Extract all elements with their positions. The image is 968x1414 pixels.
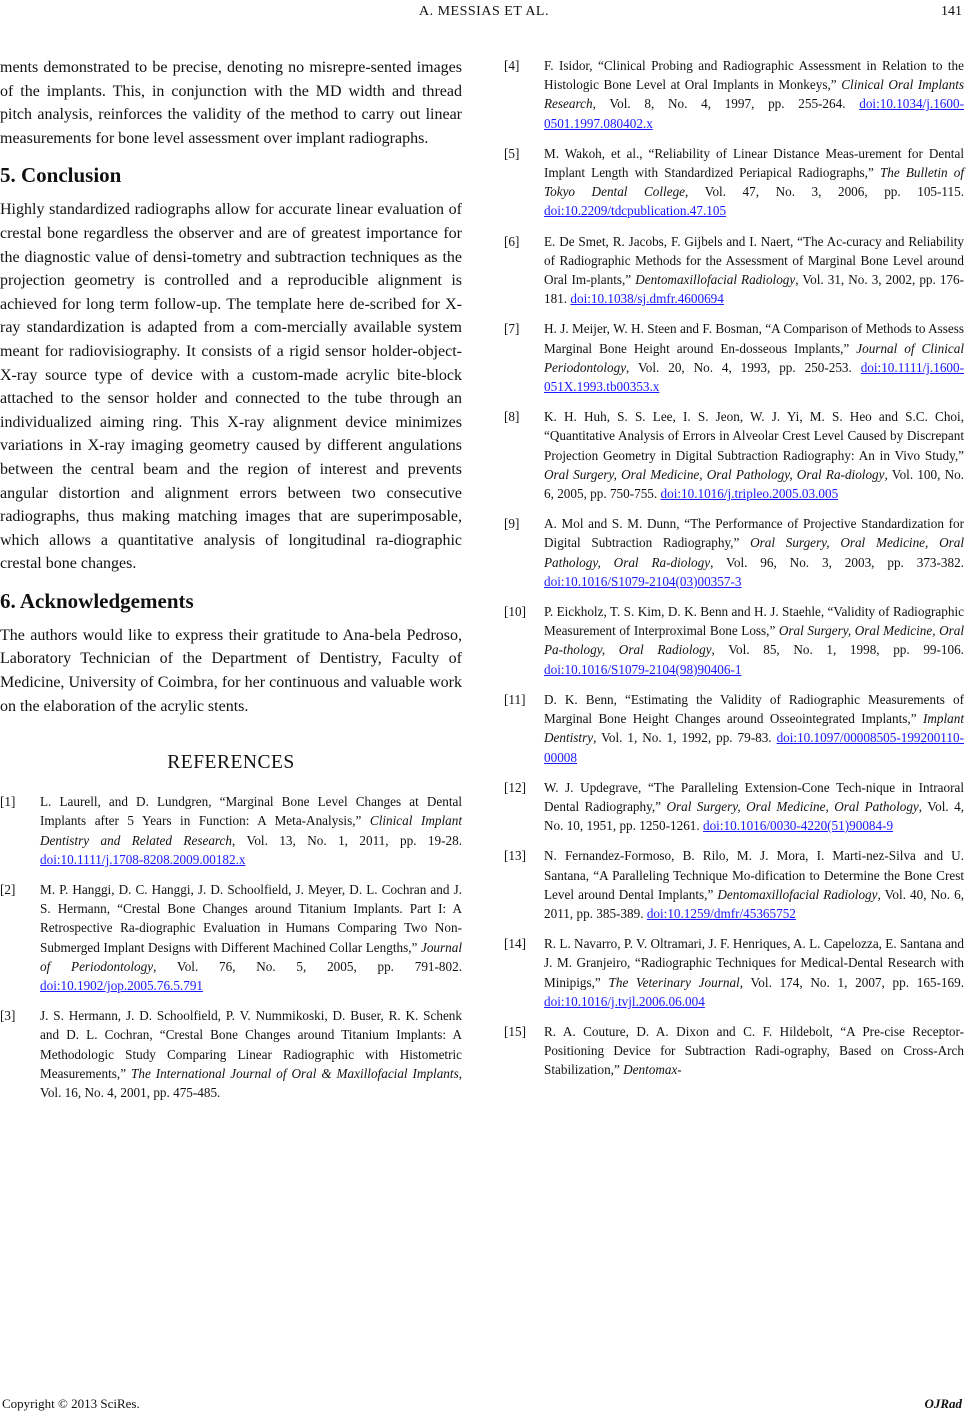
reference-number: [15] xyxy=(504,1023,526,1039)
reference-doi-link[interactable]: doi:10.1902/jop.2005.76.5.791 xyxy=(40,978,204,994)
reference-journal: The International Journal of Oral & Maxillofacial Implants xyxy=(131,1065,459,1081)
reference-entry xyxy=(504,602,964,679)
reference-entry xyxy=(504,144,964,221)
acknowledgements-paragraph: The authors would like to express their gratitude to Ana-bela Pedroso, Laboratory Technician of the Department of Dentistry, Faculty of Medicine, University of Coimbra, for her continuous and valuable work on the elaboration of the acrylic stents. xyxy=(0,626,462,715)
reference-text: R. L. Navarro, P. V. Oltramari, J. F. Henriques, A. L. Capelozza, E. Santana and J. M. Granjeiro, “Radiographic Techniques for Medical-Dental Research with Minipigs,” xyxy=(544,936,964,990)
reference-number: [3] xyxy=(0,1008,16,1024)
reference-entry xyxy=(0,792,462,869)
reference-number: [7] xyxy=(504,321,520,337)
reference-doi-link[interactable]: doi:10.1111/j.1600-051X.1993.tb00353.x xyxy=(544,359,964,395)
reference-entry xyxy=(504,514,964,591)
reference-entry xyxy=(504,56,964,133)
reference-number: [1] xyxy=(0,794,16,810)
reference-doi-link[interactable]: doi:10.1034/j.1600-0501.1997.080402.x xyxy=(544,96,964,131)
reference-text: A. Mol and S. M. Dunn, “The Performance of Projective Standardization for Digital Subtraction Radiography,” xyxy=(544,516,964,551)
reference-doi-link[interactable]: doi:10.1038/sj.dmfr.4600694 xyxy=(570,291,724,307)
reference-text: H. J. Meijer, W. H. Steen and F. Bosman, “A Comparison of Methods to Assess Marginal Bone Height around En-dosseous Implants,” xyxy=(544,321,964,356)
reference-details: , Vol. 4, No. 10, 1951, pp. 1250-1261. xyxy=(544,798,965,834)
reference-doi-link[interactable]: doi:10.1259/dmfr/45365752 xyxy=(646,905,796,921)
reference-text: N. Fernandez-Formoso, B. Rilo, M. J. Mora, I. Marti-nez-Silva and U. Santana, “A Paralleling Technique Mo-dification to Determine the Bone Crest Level around Dental Implants,” xyxy=(544,848,964,902)
reference-details: , Vol. 47, No. 3, 2006, pp. 105-115. xyxy=(685,184,964,200)
reference-text: K. H. Huh, S. S. Lee, I. S. Jeon, W. J. Yi, M. S. Heo and S.C. Choi, “Quantitative Analysis of Errors in Alveolar Crest Level Caused by Discrepant Projection Geometry in Digital Subtraction Radiography: An in Vivo Study,” xyxy=(544,409,964,463)
reference-text: J. S. Hermann, J. D. Schoolfield, P. V. Nummikoski, D. Buser, R. K. Schenk and D. L. Cochran, “Crestal Bone Changes around Titanium Implants: A Methodologic Study Comparing Linear Radiographic with Histometric Measurements,” xyxy=(40,1008,462,1081)
reference-entry xyxy=(504,778,964,836)
page-number: 141 xyxy=(941,4,962,19)
reference-text: F. Isidor, “Clinical Probing and Radiographic Assessment in Relation to the Histologic Bone Level at Oral Implants in Monkeys,” xyxy=(544,58,964,93)
reference-journal: Oral Surgery, Oral Medicine, Oral Pathology xyxy=(666,798,919,814)
reference-entry xyxy=(0,1006,462,1102)
reference-entry xyxy=(504,1022,964,1080)
references-list-right xyxy=(504,56,964,1080)
reference-journal: Oral Surgery, Oral Medicine, Oral Pathology, Oral Ra-diology xyxy=(544,535,964,570)
reference-details: , Vol. 31, No. 3, 2002, pp. 176-181. xyxy=(544,272,965,307)
reference-text: W. J. Updegrave, “The Paralleling Extension-Cone Tech-nique in Intraoral Dental Radiography,” xyxy=(544,779,964,814)
reference-doi-link[interactable]: doi:10.1111/j.1708-8208.2009.00182.x xyxy=(40,851,246,867)
reference-entry xyxy=(504,690,964,767)
journal-abbrev: OJRad xyxy=(924,1396,962,1411)
reference-doi-link[interactable]: doi:10.1016/S1079-2104(98)90406-1 xyxy=(544,661,742,677)
left-column xyxy=(0,56,462,1113)
reference-text: M. P. Hanggi, D. C. Hanggi, J. D. Schoolfield, J. Meyer, D. L. Cochran and J. S. Hermann, “Crestal Bone Changes around Titanium Implants. Part I: A Retrospective Ra-diographic Evaluation in Humans Comparing Two Non-Submerged Implant Designs with Different Machined Collar Lengths,” xyxy=(40,882,462,955)
reference-number: [10] xyxy=(504,604,526,620)
reference-journal: Dentomax- xyxy=(623,1062,682,1078)
reference-details: , Vol. 85, No. 1, 1998, pp. 99-106. xyxy=(711,642,964,658)
reference-journal: The Veterinary Journal xyxy=(608,974,740,990)
reference-number: [13] xyxy=(504,848,526,864)
reference-journal: Dentomaxillofacial Radiology xyxy=(717,886,878,902)
reference-journal: Journal of Clinical Periodontology xyxy=(544,340,964,375)
running-head xyxy=(0,4,968,28)
reference-doi-link[interactable]: doi:10.1016/S1079-2104(03)00357-3 xyxy=(544,573,742,589)
reference-details: , Vol. 8, No. 4, 1997, pp. 255-264. xyxy=(592,96,860,112)
reference-number: [5] xyxy=(504,145,520,161)
reference-journal: The Bulletin of Tokyo Dental College xyxy=(544,165,964,200)
discussion-continuation: ments demonstrated to be precise, denoting no misrepre-sented images of the implants. This, in conjunction with the MD width and thread pitch analysis, reinforces the validity of the method to carry out linear measurements for bone level assessment over implant radiographs. xyxy=(0,59,462,147)
reference-details: , Vol. 96, No. 3, 2003, pp. 373-382. xyxy=(710,554,964,570)
reference-details: , Vol. 1, No. 1, 1992, pp. 79-83. xyxy=(593,730,777,746)
reference-text: E. De Smet, R. Jacobs, F. Gijbels and I. Naert, “The Ac-curacy and Reliability of Radiographic Methods for the Assessment of Marginal Bone Level around Oral Im-plants,” xyxy=(544,233,964,288)
reference-journal: Clinical Implant Dentistry and Related Research xyxy=(40,813,462,848)
reference-details: , Vol. 20, No. 4, 1993, pp. 250-253. xyxy=(626,359,861,375)
reference-number: [11] xyxy=(504,691,526,707)
copyright-notice: Copyright © 2013 SciRes. xyxy=(2,1396,140,1411)
reference-journal: Implant Dentistry xyxy=(544,711,964,746)
reference-text: R. A. Couture, D. A. Dixon and C. F. Hildebolt, “A Pre-cise Receptor-Positioning Device for Subtraction Radi-ography, Based on Cross-Arch Stabilization,” xyxy=(544,1023,964,1078)
reference-journal: Oral Surgery, Oral Medicine, Oral Pa-thology, Oral Radiology xyxy=(544,623,964,658)
reference-journal: Clinical Oral Implants Research xyxy=(544,77,965,112)
reference-number: [9] xyxy=(504,516,520,532)
reference-entry xyxy=(504,934,964,1011)
reference-entry xyxy=(504,407,964,503)
reference-details: , Vol. 174, No. 1, 2007, pp. 165-169. xyxy=(739,974,964,990)
reference-doi-link[interactable]: doi:10.1016/j.tvjl.2006.06.004 xyxy=(544,993,705,1009)
reference-details: , Vol. 40, No. 6, 2011, pp. 385-389. xyxy=(544,886,964,921)
reference-text: M. Wakoh, et al., “Reliability of Linear Distance Meas-urement for Dental Implant Length with Standardized Periapical Radiographs,” xyxy=(544,145,964,181)
reference-journal: Dentomaxillofacial Radiology xyxy=(635,272,796,288)
conclusion-paragraph: Highly standardized radiographs allow for accurate linear evaluation of crestal bone regardless the observer and are of greatest importance for the diagnostic value of densi-tometry and subtraction techniques as the projection geometry is controlled and a reproducible alignment is achieved for long term follow-up. The template here de-scribed for X-ray standardization is adapted from a com-mercially available system meant for radiovisiography. It consists of a rigid sensor holder-object-X-ray source type of device with a custom-made acrylic bite-block attached to the sensor holder and connected to the tube through an individualized aiming ring. This X-ray alignment device minimizes variations in X-ray imaging geometry caused by different angulations between the central beam and the region of interest and prevents angular distortion and alignment errors between two consecutive radiographs, thus making matching images that are superimposable, which allows a quantitative analysis of longitudinal ra-diographic crestal bone changes. xyxy=(0,201,462,573)
reference-journal: Oral Surgery, Oral Medicine, Oral Pathology, Oral Ra-diology xyxy=(544,466,885,482)
reference-number: [14] xyxy=(504,936,526,952)
reference-text: P. Eickholz, T. S. Kim, D. K. Benn and H. J. Staehle, “Validity of Radiographic Measurement of Interproximal Bone Loss,” xyxy=(544,604,964,639)
right-column xyxy=(504,56,964,1091)
reference-text: L. Laurell, and D. Lundgren, “Marginal Bone Level Changes at Dental Implants after 5 Years in Function: A Meta-Analysis,” xyxy=(40,794,462,829)
reference-entry xyxy=(0,880,462,995)
reference-number: [2] xyxy=(0,882,16,898)
reference-text: D. K. Benn, “Estimating the Validity of Radiographic Measurements of Marginal Bone Height Changes around Osseointegrated Implants,” xyxy=(544,691,964,727)
reference-number: [4] xyxy=(504,58,520,73)
reference-doi-link[interactable]: doi:10.1016/j.tripleo.2005.03.005 xyxy=(660,486,839,502)
reference-entry xyxy=(504,232,964,309)
reference-details: , Vol. 76, No. 5, 2005, pp. 791-802. xyxy=(153,958,462,974)
reference-journal: Journal of Periodontology xyxy=(40,939,462,974)
running-head-authors: A. MESSIAS ET AL. xyxy=(419,4,549,19)
reference-number: [6] xyxy=(504,233,520,249)
reference-number: [8] xyxy=(504,409,520,425)
acknowledgements-heading: 6. Acknowledgements xyxy=(0,588,194,613)
reference-doi-link[interactable]: doi:10.2209/tdcpublication.47.105 xyxy=(544,203,727,219)
reference-doi-link[interactable]: doi:10.1097/00008505-199200110-00008 xyxy=(544,730,964,765)
reference-details: , Vol. 13, No. 1, 2011, pp. 19-28. xyxy=(232,832,462,848)
reference-details: , Vol. 16, No. 4, 2001, pp. 475-485. xyxy=(40,1065,462,1101)
reference-entry xyxy=(504,319,964,396)
page-footer xyxy=(0,1396,968,1414)
reference-doi-link[interactable]: doi:10.1016/0030-4220(51)90084-9 xyxy=(702,818,894,834)
references-list-left xyxy=(0,792,462,1102)
reference-entry xyxy=(504,846,964,923)
reference-number: [12] xyxy=(504,779,526,795)
references-heading: REFERENCES xyxy=(167,752,295,774)
reference-details: , Vol. 100, No. 6, 2005, pp. 750-755. xyxy=(544,466,964,502)
conclusion-heading: 5. Conclusion xyxy=(0,163,122,188)
